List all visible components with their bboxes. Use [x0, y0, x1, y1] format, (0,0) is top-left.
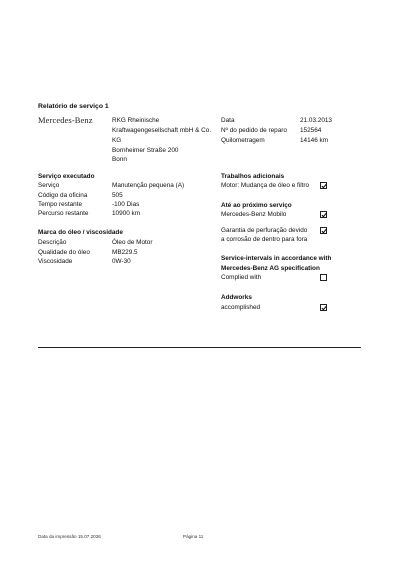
additional-work-heading: Trabalhos adicionais: [221, 173, 285, 180]
next-service-item-mobilo: Mercedes-Benz Mobilo: [221, 211, 287, 218]
oil-row-label: Viscosidade: [38, 258, 73, 265]
service-row-label: Código da oficina: [38, 192, 88, 199]
dealer-street: Bornheimer Straße 200: [112, 147, 179, 154]
mileage-value: 14146 km: [300, 137, 329, 144]
check-icon: [321, 212, 327, 218]
service-row-label: Percurso restante: [38, 210, 89, 217]
mileage-label: Quilometragem: [221, 137, 265, 144]
order-number-value: 152564: [300, 127, 322, 134]
oil-row-value: 0W-30: [112, 258, 131, 265]
date-label: Data: [221, 117, 235, 124]
additional-work-checkbox[interactable]: [320, 182, 327, 189]
corrosion-warranty-checkbox[interactable]: [320, 227, 327, 234]
check-icon: [321, 183, 327, 189]
oil-row-value: MB229.5: [112, 249, 138, 256]
oil-heading: Marca do óleo / viscosidade: [38, 229, 123, 236]
order-number-label: Nº do pedido de reparo: [221, 127, 287, 134]
check-icon: [321, 305, 327, 311]
service-intervals-heading-line2: Mercedes-Benz AG specification: [221, 265, 320, 272]
dealer-name-line1: RKG Rheinische: [112, 117, 160, 124]
service-row-label: Tempo restante: [38, 201, 83, 208]
corrosion-warranty-line2: a corrosão de dentro para fora: [221, 236, 308, 243]
service-row-value: -100 Dias: [112, 201, 140, 208]
oil-row-value: Óleo de Motor: [112, 239, 153, 246]
brand-logo: Mercedes-Benz: [38, 115, 93, 125]
mobilo-checkbox[interactable]: [320, 211, 327, 218]
accomplished-checkbox[interactable]: [320, 304, 327, 311]
service-row-value: 505: [112, 192, 123, 199]
service-heading: Serviço executado: [38, 173, 95, 180]
dealer-city: Bonn: [112, 156, 127, 163]
service-intervals-heading-line1: Service-intervals in accordance with: [221, 255, 332, 262]
accomplished-label: accomplished: [221, 304, 261, 311]
service-row-value: 10900 km: [112, 210, 141, 217]
check-icon: [321, 228, 327, 234]
print-date: Data da impressão 15.07.2026: [38, 534, 101, 539]
page-number: Página 11: [183, 534, 204, 539]
complied-with-label: Complied with: [221, 274, 262, 281]
complied-with-checkbox[interactable]: [320, 274, 327, 281]
next-service-heading: Até ao próximo serviço: [221, 202, 292, 209]
dealer-name-line2: Kraftwagengesellschaft mbH & Co.: [112, 127, 212, 134]
additional-work-item-label: Motor: Mudança de óleo e filtro: [221, 182, 310, 189]
date-value: 21.03.2013: [300, 117, 332, 124]
dealer-name-line3: KG: [112, 137, 122, 144]
oil-row-label: Qualidade do óleo: [38, 249, 90, 256]
addworks-heading: Addworks: [221, 294, 252, 301]
oil-row-label: Descrição: [38, 239, 67, 246]
corrosion-warranty-line1: Garantia de perfuração devido: [221, 227, 308, 234]
report-title: Relatório de serviço 1: [38, 103, 109, 110]
section-divider: [38, 347, 361, 348]
service-row-value: Manutenção pequena (A): [112, 182, 185, 189]
service-row-label: Serviço: [38, 182, 60, 189]
